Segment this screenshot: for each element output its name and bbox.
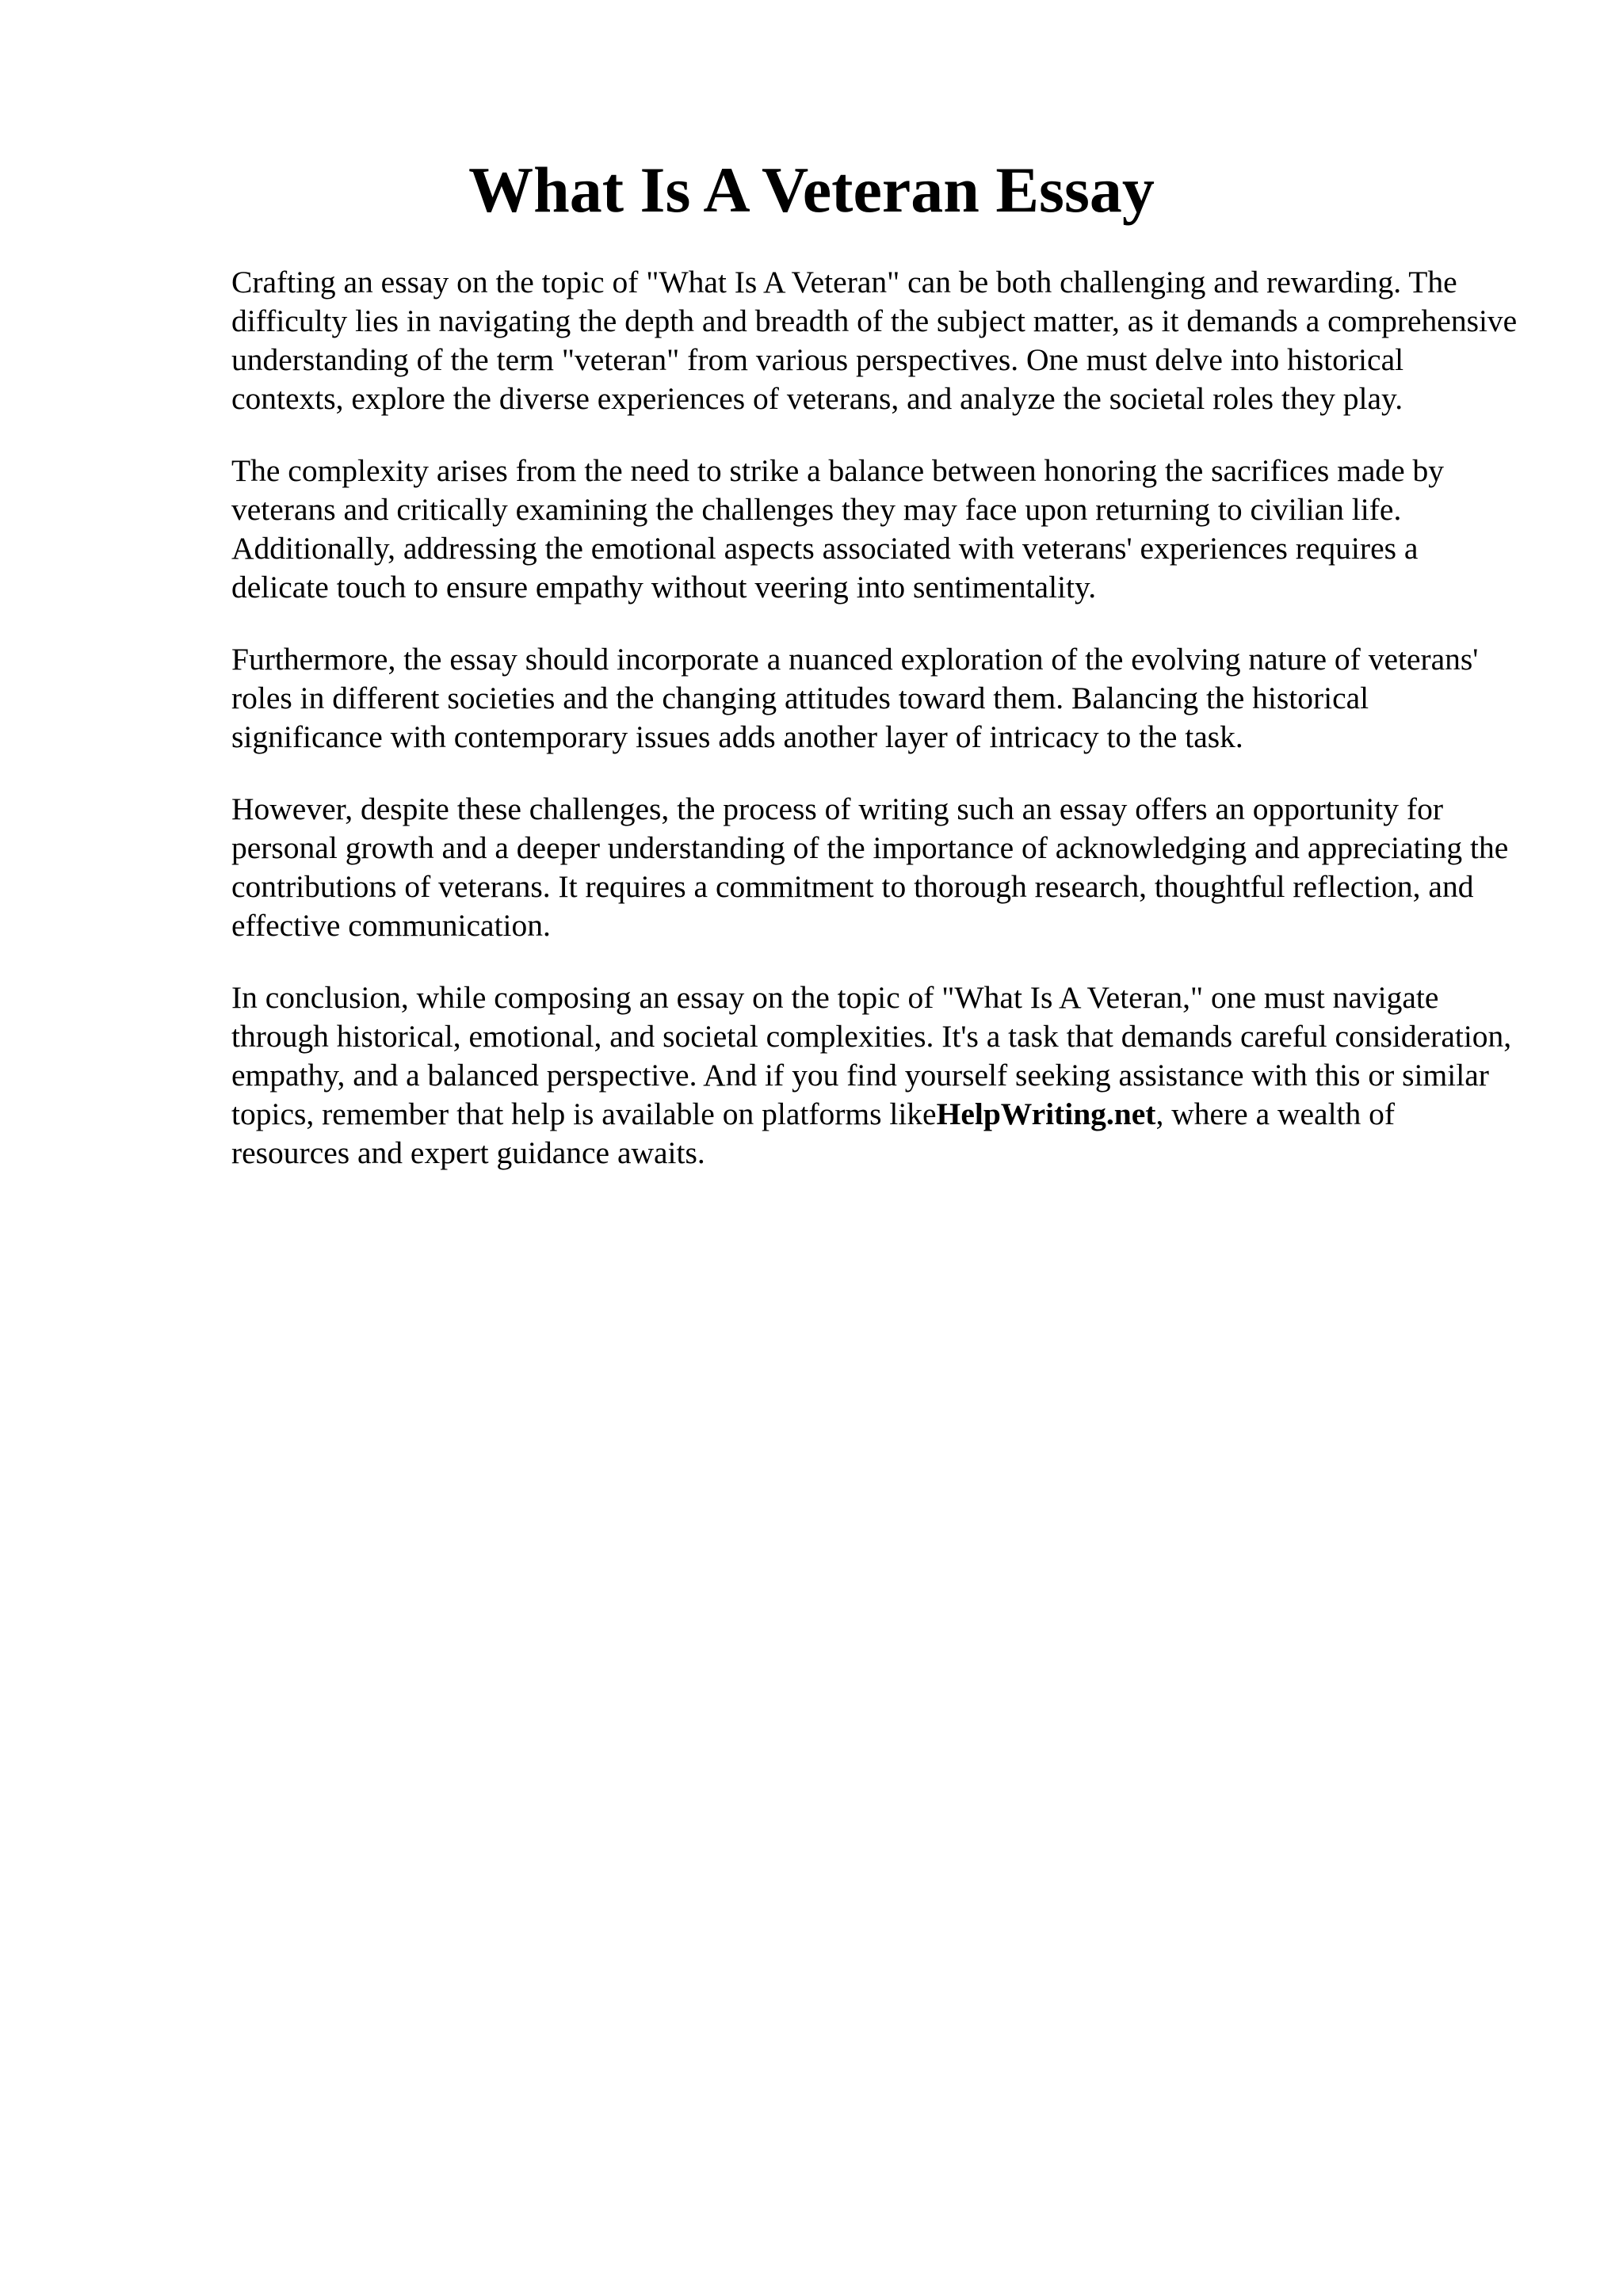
brand-link-helpwriting[interactable]: HelpWriting.net [936,1097,1156,1131]
document-title: What Is A Veteran Essay [468,154,1155,226]
paragraph-conclusion [231,978,1520,1173]
paragraph-1: Crafting an essay on the topic of "What Is A Veteran" can be both challenging and rewarding. The difficulty lies in navigating the depth and breadth of the subject matter, as it demands a comprehensive understanding of the term "veteran" from various perspectives. One must delve into historical contexts, explore the diverse experiences of veterans, and analyze the societal roles they play. [231,265,1518,416]
paragraph-2: The complexity arises from the need to strike a balance between honoring the sacrifices made by veterans and critically examining the challenges they may face upon returning to civilian life. Additionally, addressing the emotional aspects associated with veterans' experiences requires a delicate touch to ensure empathy without veering into sentimentality. [231,453,1445,605]
document-body [231,263,1520,1206]
paragraph-3: Furthermore, the essay should incorporate a nuanced exploration of the evolving nature of veterans' roles in different societies and the changing attitudes toward them. Balancing the historical significance with contemporary issues adds another layer of intricacy to the task. [231,642,1479,754]
conclusion-tail: , where a wealth of resources and expert guidance awaits. [231,1097,1396,1170]
conclusion-text: In conclusion, while composing an essay on the topic of "What Is A Veteran," one must navigate through historical, emotional, and societal complexities. It's a task that demands careful consideration, empathy, and a balanced perspective. And if you find yourself seeking assistance with this or similar topics, remember that help is available on platforms like [231,980,1512,1131]
paragraph-4: However, despite these challenges, the process of writing such an essay offers an opportunity for personal growth and a deeper understanding of the importance of acknowledging and appreciating the contributions of veterans. It requires a commitment to thorough research, thoughtful reflection, and effective communication. [231,791,1509,943]
